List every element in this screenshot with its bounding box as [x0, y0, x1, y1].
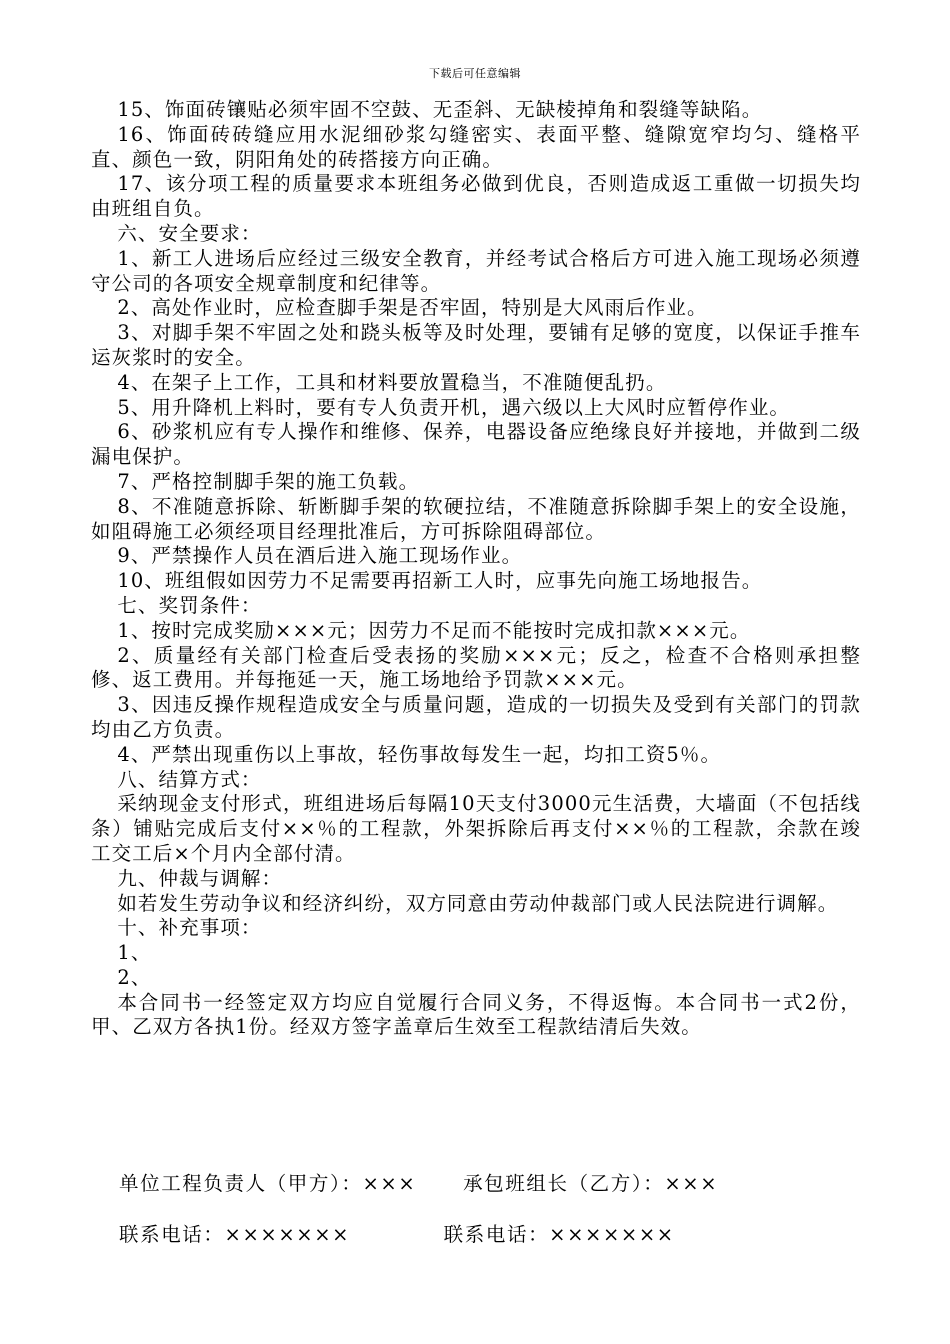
party-a-phone: 联系电话：×××××××: [119, 1223, 351, 1246]
safety-item-1: 1、新工人进场后应经过三级安全教育，并经考试合格后方可进入施工现场必须遵守公司的各项安全规章制度和纪律等。: [91, 246, 861, 295]
section-heading-settlement: 八、结算方式：: [117, 767, 262, 791]
clause-15-tile-adhesion: 15、饰面砖镶贴必须牢固不空鼓、无歪斜、无缺棱掉角和裂缝等缺陷。: [117, 98, 763, 121]
safety-item-7: 7、严格控制脚手架的施工负载。: [117, 469, 420, 493]
reward-item-4: 4、严禁出现重伤以上事故，轻伤事故每发生一起，均扣工资5％。: [117, 742, 722, 766]
contract-body: [91, 98, 861, 1040]
safety-item-3: 3、对脚手架不牢固之处和跷头板等及时处理，要铺有足够的宽度，以保证手推车运灰浆时的安全。: [91, 321, 861, 369]
reward-item-3: 3、因违反操作规程造成安全与质量问题，造成的一切损失及受到有关部门的罚款均由乙方负责。: [91, 693, 861, 741]
section-heading-supplementary: 十、补充事项：: [117, 916, 262, 940]
arbitration-text: 如若发生劳动争议和经济纠纷，双方同意由劳动仲裁部门或人民法院进行调解。: [117, 891, 839, 915]
section-heading-rewards-penalties: 七、奖罚条件：: [117, 593, 262, 617]
page-header-note: 下载后可任意编辑: [429, 67, 521, 80]
reward-item-2: 2、质量经有关部门检查后受表扬的奖励×××元；反之，检查不合格则承担整修、返工费用。并每拖延一天，施工场地给予罚款×××元。: [91, 643, 861, 692]
party-a-signature-label: 单位工程负责人（甲方）：×××: [119, 1172, 417, 1195]
safety-item-6: 6、砂浆机应有专人操作和维修、保养，电器设备应绝缘良好并接地，并做到二级漏电保护。: [91, 420, 861, 469]
safety-item-8: 8、不准随意拆除、斩断脚手架的软硬拉结，不准随意拆除脚手架上的安全设施，如阻碍施工必须经项目经理批准后，方可拆除阻碍部位。: [91, 494, 861, 543]
section-heading-arbitration: 九、仲裁与调解：: [117, 866, 283, 890]
safety-item-4: 4、在架子上工作，工具和材料要放置稳当，不准随便乱扔。: [117, 370, 667, 394]
signature-row-names: [119, 1168, 839, 1196]
party-b-phone: 联系电话：×××××××: [443, 1223, 675, 1246]
supplementary-item-1: 1、: [117, 941, 152, 965]
party-b-signature-label: 承包班组长（乙方）：×××: [463, 1172, 719, 1195]
supplementary-item-2: 2、: [117, 965, 152, 989]
safety-item-9: 9、严禁操作人员在酒后进入施工现场作业。: [117, 544, 523, 568]
section-heading-safety: 六、安全要求：: [117, 221, 262, 245]
safety-item-10: 10、班组假如因劳力不足需要再招新工人时，应事先向施工场地报告。: [117, 569, 763, 593]
clause-16-tile-joints: 16、饰面砖砖缝应用水泥细砂浆勾缝密实、表面平整、缝隙宽窄均匀、缝格平直、颜色一致，阴阳角处的砖搭接方向正确。: [91, 122, 861, 171]
closing-statement: 本合同书一经签定双方均应自觉履行合同义务，不得返悔。本合同书一式2份，甲、乙双方各执1份。经双方签字盖章后生效至工程款结清后失效。: [91, 990, 861, 1039]
safety-item-5: 5、用升降机上料时，要有专人负责开机，遇六级以上大风时应暂停作业。: [117, 395, 791, 419]
reward-item-1: 1、按时完成奖励×××元；因劳力不足而不能按时完成扣款×××元。: [117, 618, 751, 642]
signature-row-phones: [119, 1219, 839, 1247]
settlement-text: 采纳现金支付形式，班组进场后每隔10天支付3000元生活费，大墙面（不包括线条）铺贴完成后支付××％的工程款，外架拆除后再支付××％的工程款，余款在竣工交工后×个月内全部付清。: [91, 792, 861, 865]
clause-17-quality-requirement: 17、该分项工程的质量要求本班组务必做到优良，否则造成返工重做一切损失均由班组自负。: [91, 172, 861, 221]
safety-item-2: 2、高处作业时，应检查脚手架是否牢固，特别是大风雨后作业。: [117, 296, 708, 320]
